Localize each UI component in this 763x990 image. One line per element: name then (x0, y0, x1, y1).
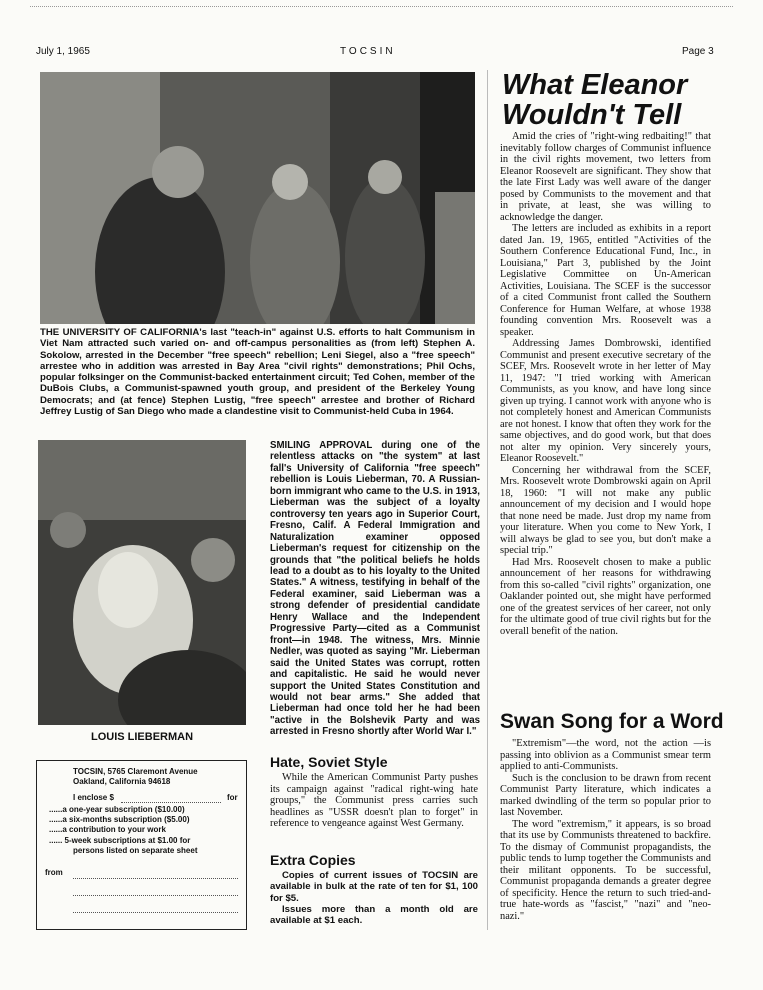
eleanor-paragraph-2: The letters are included as exhibits in a report dated Jan. 19, 1965, entitled "Activities of the Southern Conference Educational Fund, Inc., in Louisiana," Part 3, published by the Joint Legislative Committee on Un-American Activities, Louisiana. The SCEF is the successor of a cited Communist front called the Southern Conference for Human Welfare, at whose 1938 founding convention Mrs. Roosevelt was a speaker. (500, 223, 711, 338)
form-address-2: Oakland, California 94618 (73, 777, 171, 786)
form-option-five-week-note: persons listed on separate sheet (73, 846, 198, 855)
lieberman-photo (38, 440, 246, 725)
header-title: TOCSIN (340, 46, 396, 57)
lieberman-photo-image (38, 440, 246, 725)
eleanor-heading-line-1: What Eleanor (502, 69, 688, 101)
form-from-label: from (45, 868, 63, 877)
teach-in-caption: THE UNIVERSITY OF CALIFORNIA's last "teach-in" against U.S. efforts to halt Communism in Viet Nam attracted such varied on- and off-campus personalities as (from left) Stephen A. Sokolow, arrested in the December "free speech" rebellion; Leni Siegel, also a "free speech" arrestee who in addition was arrested in Bay Area "civil rights" demonstrations; Phil Ochs, popular folksinger on the Communist-backed entertainment circuit; Ted Cohen, member of the DuBois Clubs, a Communist-spawned youth group, and president of the Berkeley Young Democrats; and (at fence) Stephen Lustig, "free speech" arrestee and brother of Richard Jeffrey Lustig of San Diego who made a clandestine visit to Communist-held Cuba in 1964. (40, 327, 475, 418)
from-line-3[interactable] (73, 911, 238, 913)
swan-paragraph-1: "Extremism"—the word, not the action —is passing into oblivion as a Communist smear term applied to anti-Communists. (500, 738, 711, 772)
enclose-amount-field[interactable] (121, 801, 221, 803)
lieberman-caption: SMILING APPROVAL during one of the relentless attacks on "the system" at last fall's University of California "free speech" rebellion is Louis Lieberman, 70. A Russian-born immigrant who came to the U.S. in 1913, Lieberman was the subject of a loyalty controversy ten years ago in Superior Court, Fresno, Calif. A Federal Immigration and Naturalization examiner opposed Lieberman's request for citizenship on the grounds that "the political beliefs he holds lead to a doubt as to his loyalty to the United States." A witness, testifying in behalf of the Federal examiner, said Lieberman was a strong defender of presidential candidate Henry Wallace and the Independent Progressive Party—cited as a Communist front—in 1948. The witness, Mrs. Minnie Nedler, was quoted as saying "Mr. Lieberman said the United States was corrupt, rotten and capitalistic. He said he would never support the United States Constitution and would not bear arms." She added that Lieberman had once told her he had been "active in the Bolshevik Party and was arrested in Fresno shortly after World War I." (270, 440, 480, 738)
teach-in-photo-image (40, 72, 475, 324)
hate-paragraph: While the American Communist Party pushes its campaign against "radical right-wing hate groups," the Communist press carries such headlines as "USSR doesn't plan to forget" in reference to vengeance against West Germany. (270, 772, 478, 829)
header-page: Page 3 (682, 46, 714, 57)
form-option-one-year[interactable]: ......a one-year subscription ($10.00) (49, 805, 185, 814)
eleanor-paragraph-5: Had Mrs. Roosevelt chosen to make a public announcement of her reasons for withdrawing from this so-called "civil rights" organization, one Oaklander pointed out, she might have performed one of the greatest services of her career, not only for the ultimate good of true civil rights but for the overall benefit of the nation. (500, 556, 711, 637)
swan-paragraph-2: Such is the conclusion to be drawn from recent Communist Party literature, which indicates a marked dwindling of the term so popular prior to last November. (500, 772, 711, 818)
from-line-2[interactable] (73, 894, 238, 896)
form-enclose-label: I enclose $ (73, 793, 114, 802)
header-date: July 1, 1965 (36, 46, 90, 57)
form-for-label: for (227, 793, 238, 802)
subscription-form (36, 760, 247, 930)
eleanor-heading-line-2: Wouldn't Tell (502, 99, 682, 131)
from-line-1[interactable] (73, 877, 238, 879)
swan-paragraph-3: The word "extremism," it appears, is so broad that its use by Communists threatened to backfire. To the dismay of Communist propagandists, the public tends to lump together the Communists and their militant opponents. To be successful, Communist propaganda demands a greater degree of specificity. Hence the return to such tried-and-true hate-words as "fascist," "nazi" and "neo-nazi." (500, 818, 711, 922)
extra-paragraph-1: Copies of current issues of TOCSIN are available in bulk at the rate of ten for $1, 100 for $5. (270, 870, 478, 904)
eleanor-article-body (500, 131, 711, 637)
form-address-1: TOCSIN, 5765 Claremont Avenue (73, 767, 198, 776)
form-option-contribution[interactable]: ......a contribution to your work (49, 825, 166, 834)
swan-heading: Swan Song for a Word (500, 710, 724, 733)
hate-body (270, 772, 478, 830)
hate-heading: Hate, Soviet Style (270, 754, 388, 770)
column-divider (487, 70, 488, 930)
eleanor-paragraph-4: Concerning her withdrawal from the SCEF, Mrs. Roosevelt wrote Dombrowski again on April 18, 1960: "I will not make any public announcement of my decision and I would hope that none need be made. Just drop my name from your literature. When you come to New York, I will always be glad to see you, but don't make a special trip." (500, 464, 711, 556)
eleanor-paragraph-1: Amid the cries of "right-wing redbaiting!" that inevitably follow charges of Communist influence in the civil rights movement, two letters from Eleanor Roosevelt are significant. They show that the late First Lady was well aware of the danger posed by Communists to the movement and that in private, at least, she was willing to acknowledge the danger. (500, 131, 711, 223)
extra-paragraph-2: Issues more than a month old are available at $1 each. (270, 903, 478, 927)
extra-heading: Extra Copies (270, 852, 356, 868)
eleanor-paragraph-3: Addressing James Dombrowski, identified Communist and present executive secretary of the SCEF, Mrs. Roosevelt wrote in her letter of May 11, 1947: "I tried working with American Communists, as you know, and have long since given up trying. I cannot work with anyone who is not completely honest and American Communists are not honest. I know that often they work for the same objectives, and do good work, but that does not alter my opinion. Very sincerely yours, Eleanor Roosevelt." (500, 338, 711, 464)
extra-body (270, 870, 478, 926)
swan-article-body (500, 738, 711, 922)
form-option-six-months[interactable]: ......a six-months subscription ($5.00) (49, 815, 190, 824)
form-option-five-week[interactable]: ...... 5-week subscriptions at $1.00 for (49, 836, 191, 845)
top-rule (30, 6, 733, 7)
lieberman-label: LOUIS LIEBERMAN (90, 731, 194, 743)
teach-in-photo (40, 72, 475, 324)
